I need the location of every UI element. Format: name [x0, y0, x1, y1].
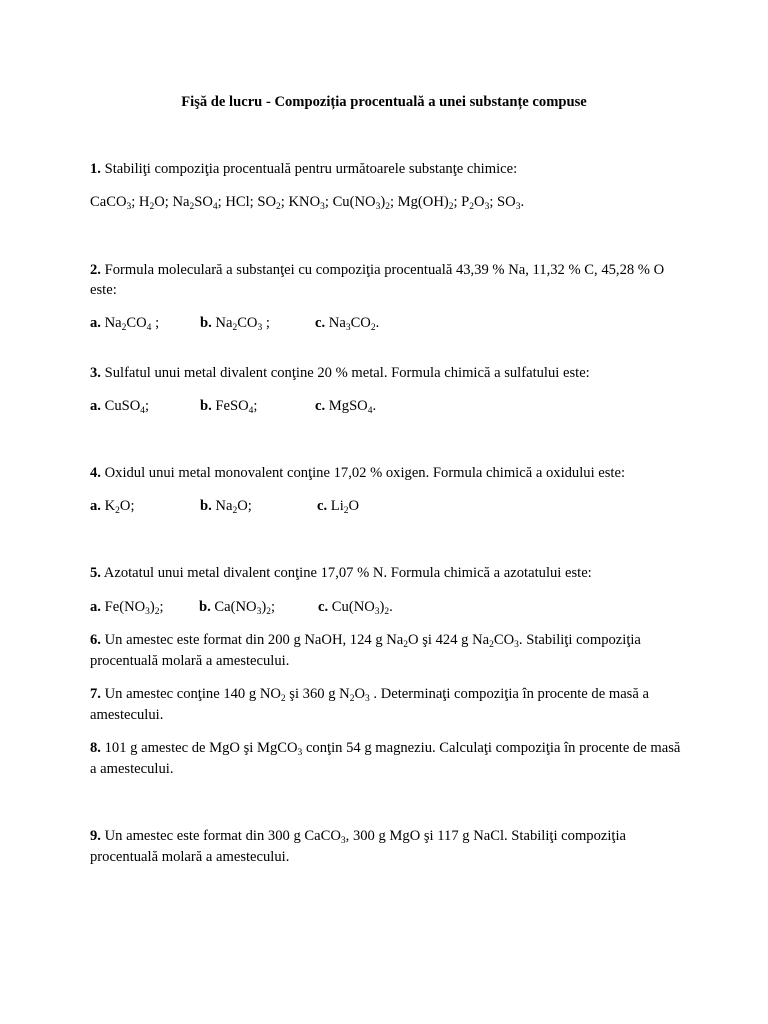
- question-2: [90, 260, 664, 280]
- question-text: Formula moleculară a substanţei cu compoziţia procentuală 43,39 % Na, 11,32 % C, 45,28 % O: [100, 262, 665, 278]
- question-text: 101 g amestec de MgO şi MgCO$_3$ conţin 54 g magneziu. Calculaţi compoziţia în procente de masă: [100, 740, 681, 758]
- question-text-continued: procentuală molară a amestecului.: [90, 849, 290, 865]
- question-number: 1.: [90, 161, 101, 177]
- question-8: [90, 738, 680, 758]
- question-number: 5.: [90, 565, 101, 581]
- question-number: 7.: [90, 686, 101, 702]
- question-text-continued: amestecului.: [90, 707, 164, 723]
- question-text: Stabiliţi compoziţia procentuală pentru următoarele substanţe chimice:: [100, 161, 518, 177]
- question-5: [90, 563, 592, 583]
- question-number: 4.: [90, 465, 101, 481]
- question-text: Un amestec este format din 300 g CaCO$_3$, 300 g MgO şi 117 g NaCl. Stabiliţi compoziţia: [100, 828, 627, 846]
- option-b[interactable]: b. $Ca(NO_3)_2$;: [199, 599, 276, 617]
- question-number: 2.: [90, 262, 101, 278]
- question-9: [90, 826, 626, 846]
- question-number: 6.: [90, 632, 101, 648]
- option-a[interactable]: a. $K_2O$;: [90, 498, 135, 516]
- question-text-continued: este:: [90, 282, 117, 298]
- question-text: Sulfatul unui metal divalent conţine 20 % metal. Formula chimică a sulfatului este:: [100, 365, 590, 381]
- question-text: Azotatul unui metal divalent conţine 17,07 % N. Formula chimică a azotatului este:: [100, 565, 592, 581]
- option-a[interactable]: a. CuSO$_4$;: [90, 398, 150, 416]
- question-number: 3.: [90, 365, 101, 381]
- option-c[interactable]: c. $Cu(NO_3)_2$.: [318, 599, 393, 617]
- question-4: [90, 463, 625, 483]
- question-7: [90, 684, 649, 704]
- option-b[interactable]: b. $Na_2CO_3$ ;: [200, 315, 270, 333]
- formula-list: CaCO$_3$; $H_2O$; $Na_2SO_4$; HCl; $SO_2$; $KNO_3$; $Cu(NO_3)_2$; $Mg(OH)_2$; $P_2O_3$; $SO_3$.: [90, 194, 525, 212]
- option-c[interactable]: c. $Na_3CO_2$.: [315, 315, 380, 333]
- option-c[interactable]: c. MgSO$_4$.: [315, 398, 377, 416]
- question-6: [90, 630, 641, 650]
- option-c[interactable]: c. $Li_2O$: [317, 498, 360, 516]
- question-number: 8.: [90, 740, 101, 756]
- option-a[interactable]: a. $Fe(NO_3)_2$;: [90, 599, 164, 617]
- question-number: 9.: [90, 828, 101, 844]
- question-1: [90, 159, 517, 179]
- option-b[interactable]: b. FeSO$_4$;: [200, 398, 258, 416]
- option-a[interactable]: a. $Na_2CO_4$ ;: [90, 315, 160, 333]
- question-text: Un amestec este format din 200 g NaOH, 124 g $Na_2O$ şi 424 g $Na_2CO_3$. Stabiliţi compoziţia: [100, 632, 641, 650]
- question-text: Un amestec conţine 140 g $NO_2$ şi 360 g $N_2O_3$ . Determinaţi compoziţia în procente de masă a: [100, 686, 649, 704]
- question-text-continued: procentuală molară a amestecului.: [90, 653, 290, 669]
- question-text-continued: a amestecului.: [90, 761, 174, 777]
- option-b[interactable]: b. $Na_2O$;: [200, 498, 252, 516]
- question-3: [90, 363, 590, 383]
- page-title: Fişă de lucru - Compoziția procentuală a unei substanțe compuse: [181, 94, 587, 110]
- question-text: Oxidul unui metal monovalent conţine 17,02 % oxigen. Formula chimică a oxidului este:: [100, 465, 626, 481]
